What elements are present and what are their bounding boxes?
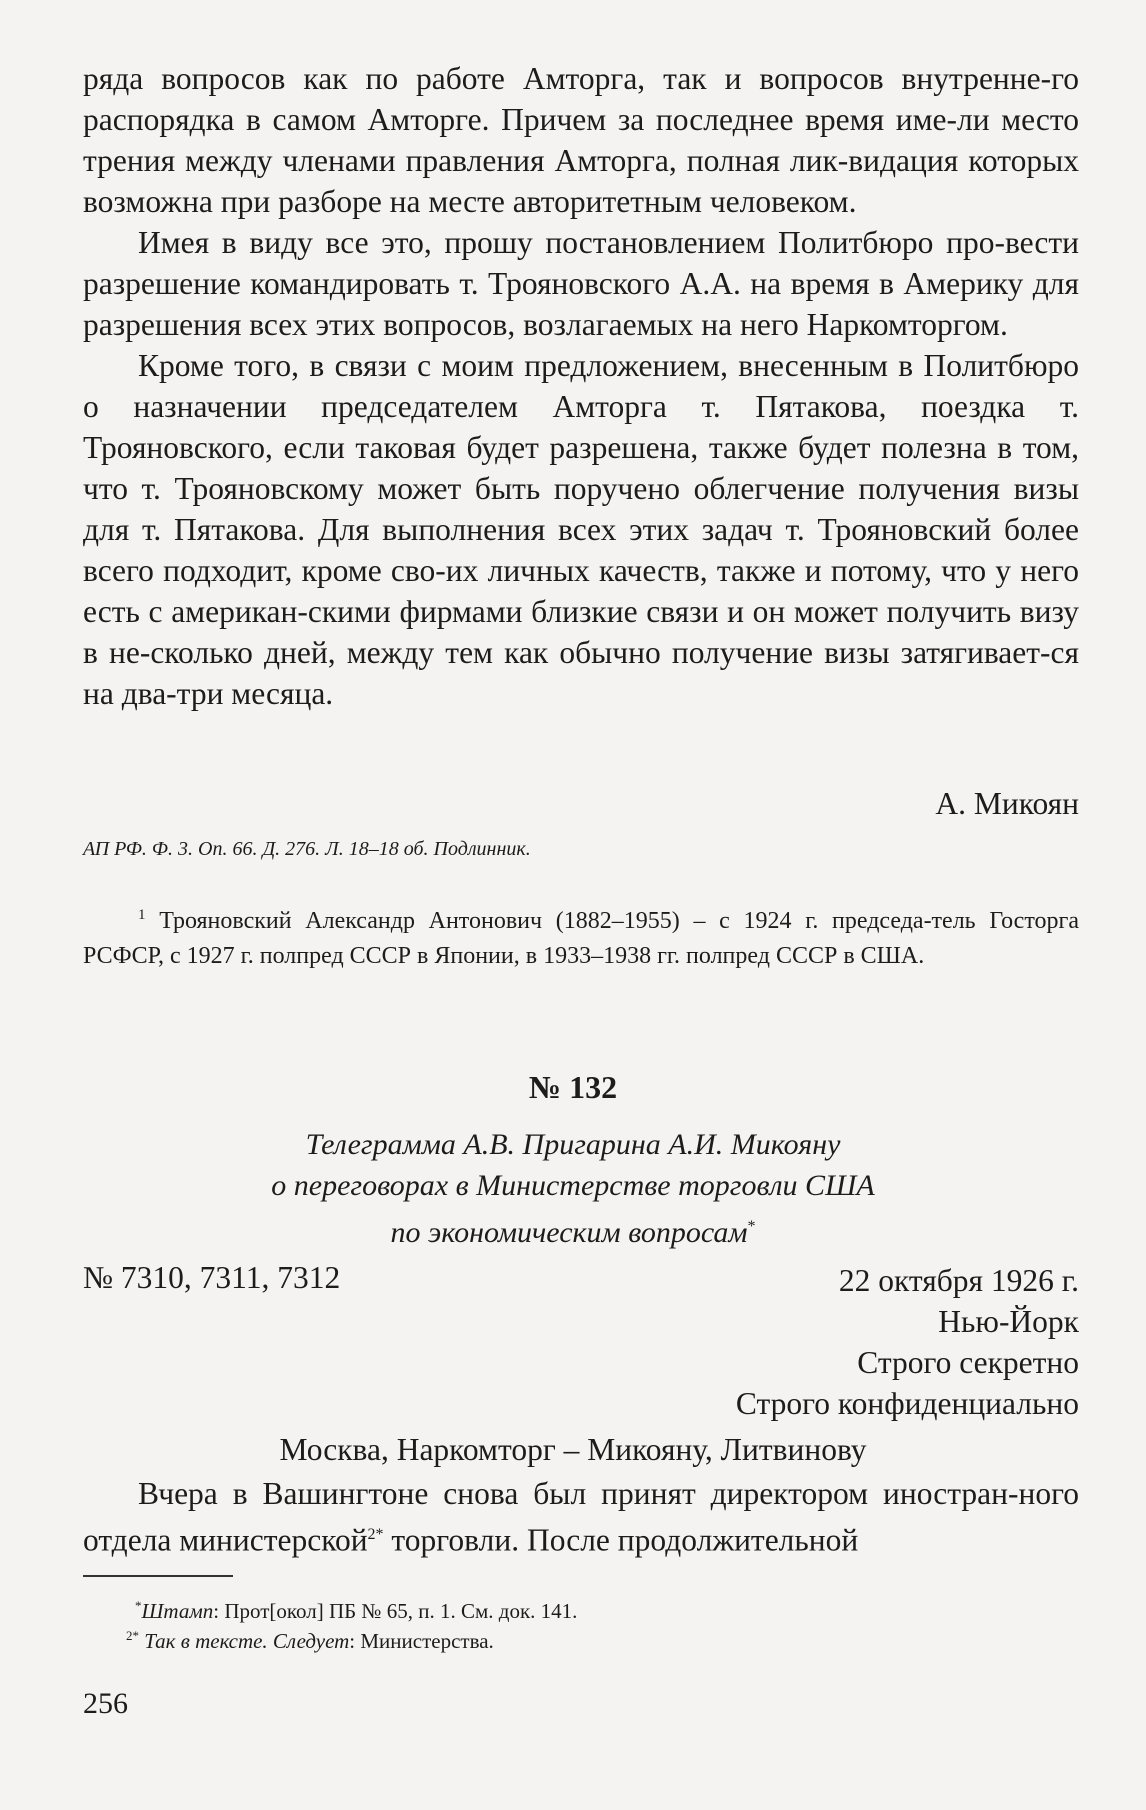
main-text [83, 58, 1079, 714]
document-number: № 132 [528, 1069, 618, 1105]
footnote-star-text: : Прот[окол] ПБ № 65, п. 1. См. док. 141. [213, 1599, 578, 1623]
telegram-body-start: Вчера в Вашингтоне снова был принят директором иностран-ного отдела министерской [83, 1476, 1079, 1558]
footnote-1 [83, 898, 1079, 974]
reference-numbers: № 7310, 7311, 7312 [83, 1260, 341, 1295]
document-place: Нью-Йорк [938, 1304, 1079, 1339]
footnote-2star-text: : Министерства. [349, 1629, 494, 1653]
paragraph-3: Кроме того, в связи с моим предложением, внесенным в Политбюро о назначении председателем Амторга т. Пятакова, поездка т. Трояновского, если таковая будет разрешена, также будет полезна в том, что т. Трояновскому может быть поручено облегчение получения визы для т. Пятакова. Для выполнения всех этих задач т. Трояновский более всего подходит, кроме сво-их личных качеств, также и потому, что у него есть с американ-скими фирмами близкие связи и он может получить визу в не-сколько дней, между тем как обычно получение визы затягивает-ся на два-три месяца. [83, 348, 1079, 711]
footnote-2star-label: Так в тексте. Следует [144, 1629, 350, 1653]
paragraph-1: ряда вопросов как по работе Амторга, так и вопросов внутренне-го распорядка в самом Амторге. Причем за последнее время име-ли место трения между членами правления Амторга, полная лик-видация которых возможна при разборе на месте авторитетным человеком. [83, 61, 1079, 219]
telegram-body [83, 1473, 1079, 1561]
paragraph-2: Имея в виду все это, прошу постановлением Политбюро про-вести разрешение командировать т. Трояновского А.А. на время в Америку для разрешения всех этих вопросов, возлагаемых на него Наркомторгом. [83, 225, 1079, 342]
telegram-body-mark: 2* [367, 1526, 384, 1543]
footnote-star-mark: * [135, 1598, 142, 1613]
classification-secret: Строго секретно [857, 1345, 1079, 1380]
footnote-2star [126, 1628, 494, 1654]
footnote-star [135, 1598, 577, 1624]
footnote-star-label: Штамп [141, 1599, 214, 1623]
footnote-2star-mark: 2* [126, 1628, 139, 1643]
footnote-1-mark: 1 [138, 907, 146, 923]
telegram-address: Москва, Наркомторг – Микояну, Литвинову [279, 1432, 867, 1467]
telegram-body-end: торговли. После продолжительной [383, 1522, 859, 1558]
page-number: 256 [83, 1687, 128, 1720]
document-title [0, 1124, 1146, 1253]
document-title-line-1: Телеграмма А.В. Пригарина А.И. Микояну [305, 1128, 841, 1161]
document-title-line-2: о переговорах в Министерстве торговли США [271, 1169, 875, 1202]
classification-confidential: Строго конфиденциально [735, 1386, 1079, 1421]
archive-source: АП РФ. Ф. 3. Оп. 66. Д. 276. Л. 18–18 об. Подлинник. [83, 838, 531, 860]
document-title-mark: * [747, 1218, 756, 1235]
footnote-1-text: Трояновский Александр Антонович (1882–1955) – с 1924 г. председа-тель Госторга РСФСР, с 1927 г. полпред СССР в Японии, в 1933–1938 гг. полпред СССР в США. [83, 908, 1079, 969]
document-meta [736, 1260, 1079, 1424]
document-title-line-3: по экономическим вопросам [390, 1216, 748, 1249]
footnote-divider [83, 1575, 233, 1577]
document-date: 22 октября 1926 г. [838, 1263, 1079, 1298]
signature: А. Микоян [935, 786, 1079, 821]
